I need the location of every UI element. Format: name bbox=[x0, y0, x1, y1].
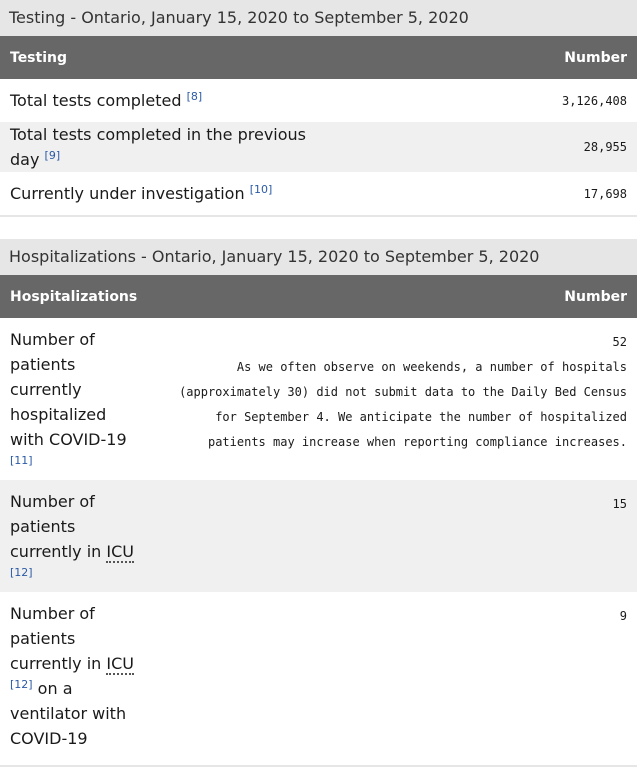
note-line: patients may increase when reporting compliance increases. bbox=[207, 435, 627, 449]
row-label-text: Total tests completed bbox=[10, 91, 182, 110]
row-value-cell bbox=[138, 318, 637, 480]
label-line: ventilator with bbox=[10, 704, 127, 723]
label-line: Number of bbox=[10, 604, 95, 623]
note-line: for September 4. We anticipate the number of hospitalized bbox=[215, 410, 627, 424]
label-line: patients bbox=[10, 355, 76, 374]
row-value: 15 bbox=[138, 480, 637, 592]
note-line: (approximately 30) did not submit data to the Daily Bed Census bbox=[179, 385, 627, 399]
row-value: 9 bbox=[619, 609, 627, 623]
hospitalizations-table bbox=[0, 275, 637, 765]
icu-abbreviation[interactable]: ICU bbox=[106, 542, 134, 561]
icu-abbreviation[interactable]: ICU bbox=[106, 654, 134, 673]
label-line: patients bbox=[10, 517, 76, 536]
row-label-previous-day bbox=[0, 122, 319, 172]
label-line: currently bbox=[10, 380, 82, 399]
row-value: 28,955 bbox=[319, 122, 638, 172]
hospitalizations-section bbox=[0, 239, 637, 767]
hospitalizations-table-caption: Hospitalizations - Ontario, January 15, 2020 to September 5, 2020 bbox=[0, 239, 637, 275]
row-label-icu-ventilator bbox=[0, 592, 138, 765]
table-row bbox=[0, 480, 637, 592]
table-row bbox=[0, 122, 637, 172]
column-header-hospitalizations: Hospitalizations bbox=[0, 275, 138, 318]
row-label-hospitalized bbox=[0, 318, 138, 480]
table-row bbox=[0, 592, 637, 765]
label-line: currently in bbox=[10, 654, 107, 673]
label-line: Number of bbox=[10, 330, 95, 349]
label-line: COVID-19 bbox=[10, 729, 88, 748]
reference-link[interactable]: [12] bbox=[10, 566, 33, 579]
row-value: 52 bbox=[612, 335, 627, 349]
label-line: hospitalized bbox=[10, 405, 107, 424]
testing-table bbox=[0, 36, 637, 215]
label-line: with COVID-19 bbox=[10, 430, 127, 449]
reference-link[interactable]: [9] bbox=[44, 149, 61, 162]
table-row bbox=[0, 79, 637, 122]
note-line: As we often observe on weekends, a number of hospitals bbox=[236, 360, 627, 374]
label-line: patients bbox=[10, 629, 76, 648]
table-row bbox=[0, 318, 637, 480]
row-value: 17,698 bbox=[583, 186, 627, 201]
testing-table-caption: Testing - Ontario, January 15, 2020 to September 5, 2020 bbox=[0, 0, 637, 36]
table-bottom-border bbox=[0, 765, 637, 767]
column-header-testing: Testing bbox=[0, 36, 319, 79]
label-line: currently in bbox=[10, 542, 107, 561]
row-value: 3,126,408 bbox=[561, 93, 627, 108]
row-label-text: Total tests completed in the previous day bbox=[10, 125, 306, 169]
table-row bbox=[0, 172, 637, 215]
reference-link[interactable]: [11] bbox=[10, 454, 33, 467]
row-label-icu bbox=[0, 480, 138, 592]
column-header-number: Number bbox=[319, 36, 638, 79]
reference-link[interactable]: [12] bbox=[10, 678, 33, 691]
column-header-number: Number bbox=[138, 275, 637, 318]
row-label-total-tests bbox=[0, 79, 319, 122]
reference-link[interactable]: [10] bbox=[249, 183, 273, 196]
reference-link[interactable]: [8] bbox=[186, 90, 203, 103]
testing-section bbox=[0, 0, 637, 217]
row-label-under-investigation bbox=[0, 172, 319, 215]
label-line: Number of bbox=[10, 492, 95, 511]
label-line: on a bbox=[32, 679, 73, 698]
row-label-text: Currently under investigation bbox=[10, 184, 245, 203]
